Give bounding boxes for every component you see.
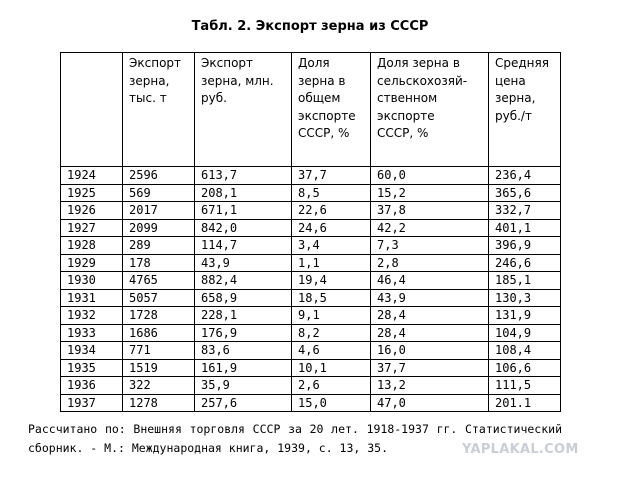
cell-export-volume: 178 (123, 254, 195, 272)
cell-export-volume: 5057 (123, 289, 195, 307)
cell-export-value: 658,9 (195, 289, 292, 307)
table-row (61, 342, 561, 360)
cell-average-price: 401,1 (489, 219, 561, 237)
source-note: Рассчитано по: Внешняя торговля СССР за 20 лет. 1918-1937 гг. Статистический сборник. - М.: Международная книга, 1939, с. 13, 35. (28, 422, 562, 455)
table-row (61, 324, 561, 342)
cell-share-total-export: 24,6 (292, 219, 371, 237)
header-year (61, 53, 123, 167)
table-row (61, 307, 561, 325)
cell-share-agri-export: 15,2 (371, 184, 489, 202)
header-export-volume: Экспорт зерна, тыс. т (123, 53, 195, 167)
header-row (61, 53, 561, 167)
cell-export-volume: 1686 (123, 324, 195, 342)
cell-average-price: 201.1 (489, 394, 561, 412)
header-export-value: Экспорт зерна, млн. руб. (195, 53, 292, 167)
cell-year: 1929 (61, 254, 123, 272)
cell-average-price: 332,7 (489, 202, 561, 220)
cell-share-total-export: 9,1 (292, 307, 371, 325)
cell-export-volume: 1728 (123, 307, 195, 325)
cell-share-total-export: 3,4 (292, 237, 371, 255)
cell-year: 1936 (61, 377, 123, 395)
cell-share-total-export: 1,1 (292, 254, 371, 272)
cell-average-price: 108,4 (489, 342, 561, 360)
table-row (61, 272, 561, 290)
table-row (61, 254, 561, 272)
cell-export-value: 613,7 (195, 167, 292, 185)
cell-year: 1932 (61, 307, 123, 325)
cell-average-price: 131,9 (489, 307, 561, 325)
cell-year: 1937 (61, 394, 123, 412)
cell-export-volume: 2596 (123, 167, 195, 185)
cell-export-volume: 289 (123, 237, 195, 255)
cell-share-total-export: 22,6 (292, 202, 371, 220)
cell-year: 1934 (61, 342, 123, 360)
cell-export-volume: 322 (123, 377, 195, 395)
grain-export-table (60, 52, 561, 412)
cell-average-price: 365,6 (489, 184, 561, 202)
cell-year: 1926 (61, 202, 123, 220)
cell-export-value: 228,1 (195, 307, 292, 325)
table-row (61, 394, 561, 412)
table-row (61, 202, 561, 220)
cell-share-total-export: 8,2 (292, 324, 371, 342)
cell-export-value: 83,6 (195, 342, 292, 360)
cell-share-total-export: 19,4 (292, 272, 371, 290)
cell-share-agri-export: 7,3 (371, 237, 489, 255)
cell-share-agri-export: 13,2 (371, 377, 489, 395)
cell-average-price: 236,4 (489, 167, 561, 185)
table-row (61, 184, 561, 202)
cell-share-agri-export: 60,0 (371, 167, 489, 185)
table-row (61, 167, 561, 185)
cell-export-value: 114,7 (195, 237, 292, 255)
cell-share-agri-export: 46,4 (371, 272, 489, 290)
cell-share-total-export: 2,6 (292, 377, 371, 395)
cell-export-value: 842,0 (195, 219, 292, 237)
cell-share-agri-export: 28,4 (371, 307, 489, 325)
cell-export-volume: 2099 (123, 219, 195, 237)
cell-share-agri-export: 2,8 (371, 254, 489, 272)
cell-export-value: 176,9 (195, 324, 292, 342)
cell-export-volume: 569 (123, 184, 195, 202)
header-share-agri-export: Доля зерна в сельскохозяй- ственном экспорте СССР, % (371, 53, 489, 167)
cell-export-volume: 771 (123, 342, 195, 360)
cell-average-price: 130,3 (489, 289, 561, 307)
cell-year: 1930 (61, 272, 123, 290)
cell-export-value: 257,6 (195, 394, 292, 412)
table-row (61, 219, 561, 237)
cell-year: 1925 (61, 184, 123, 202)
cell-share-agri-export: 47,0 (371, 394, 489, 412)
header-share-total-export: Доля зерна в общем экспорте СССР, % (292, 53, 371, 167)
cell-share-agri-export: 16,0 (371, 342, 489, 360)
cell-export-value: 35,9 (195, 377, 292, 395)
cell-year: 1935 (61, 359, 123, 377)
cell-share-total-export: 4,6 (292, 342, 371, 360)
cell-share-agri-export: 37,8 (371, 202, 489, 220)
cell-export-value: 161,9 (195, 359, 292, 377)
cell-export-volume: 1278 (123, 394, 195, 412)
cell-share-total-export: 18,5 (292, 289, 371, 307)
cell-share-total-export: 10,1 (292, 359, 371, 377)
cell-year: 1931 (61, 289, 123, 307)
table-row (61, 237, 561, 255)
table-row (61, 289, 561, 307)
cell-year: 1933 (61, 324, 123, 342)
cell-year: 1927 (61, 219, 123, 237)
cell-share-agri-export: 37,7 (371, 359, 489, 377)
cell-average-price: 104,9 (489, 324, 561, 342)
cell-export-value: 208,1 (195, 184, 292, 202)
cell-share-total-export: 15,0 (292, 394, 371, 412)
cell-export-volume: 4765 (123, 272, 195, 290)
site-watermark: YAPLAKAL.COM (462, 442, 579, 457)
table-row (61, 377, 561, 395)
table-body (61, 167, 561, 412)
cell-export-volume: 2017 (123, 202, 195, 220)
cell-average-price: 106,6 (489, 359, 561, 377)
cell-average-price: 185,1 (489, 272, 561, 290)
cell-share-agri-export: 42,2 (371, 219, 489, 237)
cell-average-price: 246,6 (489, 254, 561, 272)
cell-export-volume: 1519 (123, 359, 195, 377)
cell-year: 1928 (61, 237, 123, 255)
cell-export-value: 43,9 (195, 254, 292, 272)
cell-average-price: 396,9 (489, 237, 561, 255)
cell-export-value: 882,4 (195, 272, 292, 290)
cell-year: 1924 (61, 167, 123, 185)
table-row (61, 359, 561, 377)
cell-share-total-export: 37,7 (292, 167, 371, 185)
cell-share-total-export: 8,5 (292, 184, 371, 202)
header-average-price: Средняя цена зерна, руб./т (489, 53, 561, 167)
table-title: Табл. 2. Экспорт зерна из СССР (191, 19, 429, 34)
cell-average-price: 111,5 (489, 377, 561, 395)
cell-share-agri-export: 43,9 (371, 289, 489, 307)
cell-export-value: 671,1 (195, 202, 292, 220)
cell-share-agri-export: 28,4 (371, 324, 489, 342)
